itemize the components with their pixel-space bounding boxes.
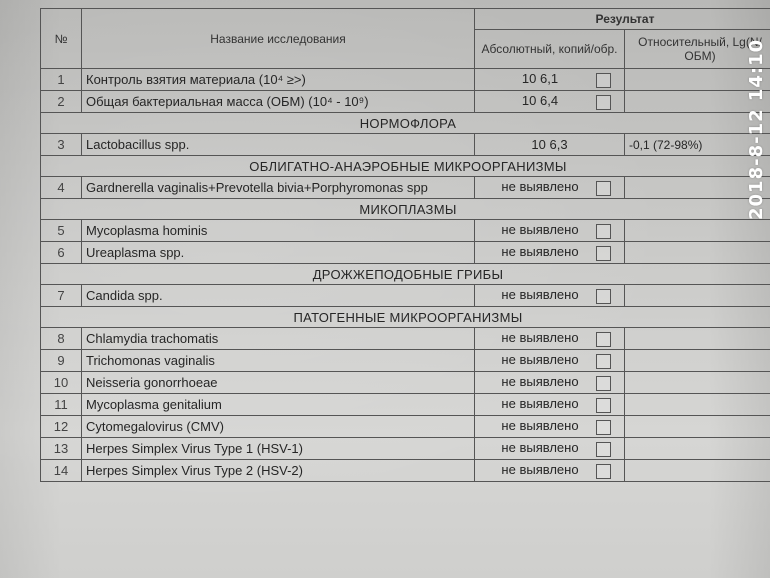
checkbox-square-icon	[596, 354, 611, 369]
row-number: 11	[41, 394, 82, 416]
row-number: 10	[41, 372, 82, 394]
test-name: Candida spp.	[82, 285, 475, 307]
lab-results-table	[40, 8, 770, 482]
column-header-number: №	[41, 9, 82, 69]
checkbox-square-icon	[596, 332, 611, 347]
relative-result-value	[625, 350, 770, 372]
row-number: 3	[41, 134, 82, 156]
absolute-result-value: не выявлено	[501, 244, 579, 260]
checkbox-square-icon	[596, 246, 611, 261]
test-name: Lactobacillus spp.	[82, 134, 475, 156]
checkbox-square-icon	[596, 289, 611, 304]
column-header-result: Результат	[475, 9, 770, 30]
relative-result-value	[625, 372, 770, 394]
section-header	[41, 307, 770, 328]
table-row	[41, 285, 770, 307]
table-row	[41, 328, 770, 350]
table-row	[41, 460, 770, 482]
table-row	[41, 91, 770, 113]
row-number: 2	[41, 91, 82, 113]
absolute-result-value: не выявлено	[501, 462, 579, 478]
checkbox-square-icon	[596, 464, 611, 479]
row-number: 8	[41, 328, 82, 350]
absolute-result-cell	[475, 220, 625, 242]
column-header-relative: Относительный, Lg(N/ОБМ)	[625, 30, 770, 69]
absolute-result-cell	[475, 242, 625, 264]
absolute-result-cell	[475, 69, 625, 91]
test-name: Mycoplasma hominis	[82, 220, 475, 242]
section-title: НОРМОФЛОРА	[41, 113, 770, 134]
row-number: 5	[41, 220, 82, 242]
test-name: Neisseria gonorrhoeae	[82, 372, 475, 394]
section-header	[41, 113, 770, 134]
absolute-result-cell	[475, 394, 625, 416]
test-name: Общая бактериальная масса (ОБМ) (10⁴ - 10⁹)	[82, 91, 475, 113]
row-number: 9	[41, 350, 82, 372]
absolute-result-value: 10 6,3	[531, 137, 568, 152]
absolute-result-value: не выявлено	[501, 352, 579, 368]
section-header	[41, 156, 770, 177]
row-number: 6	[41, 242, 82, 264]
section-title: МИКОПЛАЗМЫ	[41, 199, 770, 220]
absolute-result-cell	[475, 134, 625, 156]
absolute-result-cell	[475, 350, 625, 372]
column-header-name: Название исследования	[82, 9, 475, 69]
section-title: ПАТОГЕННЫЕ МИКРООРГАНИЗМЫ	[41, 307, 770, 328]
checkbox-square-icon	[596, 442, 611, 457]
relative-result-value	[625, 285, 770, 307]
row-number: 7	[41, 285, 82, 307]
table-row	[41, 394, 770, 416]
table-row	[41, 220, 770, 242]
test-name: Контроль взятия материала (10⁴ ≥>)	[82, 69, 475, 91]
section-title: ДРОЖЖЕПОДОБНЫЕ ГРИБЫ	[41, 264, 770, 285]
absolute-result-cell	[475, 91, 625, 113]
table-row	[41, 69, 770, 91]
test-name: Mycoplasma genitalium	[82, 394, 475, 416]
absolute-result-cell	[475, 177, 625, 199]
absolute-result-value: не выявлено	[501, 396, 579, 412]
checkbox-square-icon	[596, 95, 611, 110]
photo-timestamp: 2018-8-12 14:10	[746, 38, 767, 220]
absolute-result-cell	[475, 438, 625, 460]
relative-result-value	[625, 416, 770, 438]
checkbox-square-icon	[596, 420, 611, 435]
relative-result-value	[625, 328, 770, 350]
table-row	[41, 177, 770, 199]
checkbox-square-icon	[596, 224, 611, 239]
absolute-result-cell	[475, 328, 625, 350]
section-header	[41, 199, 770, 220]
section-title: ОБЛИГАТНО-АНАЭРОБНЫЕ МИКРООРГАНИЗМЫ	[41, 156, 770, 177]
test-name: Herpes Simplex Virus Type 2 (HSV-2)	[82, 460, 475, 482]
absolute-result-value: не выявлено	[501, 179, 579, 195]
absolute-result-value: не выявлено	[501, 374, 579, 390]
table-row	[41, 242, 770, 264]
row-number: 13	[41, 438, 82, 460]
test-name: Cytomegalovirus (CMV)	[82, 416, 475, 438]
test-name: Ureaplasma spp.	[82, 242, 475, 264]
absolute-result-value: не выявлено	[501, 222, 579, 238]
absolute-result-cell	[475, 372, 625, 394]
absolute-result-value: не выявлено	[501, 287, 579, 303]
test-name: Herpes Simplex Virus Type 1 (HSV-1)	[82, 438, 475, 460]
test-name: Chlamydia trachomatis	[82, 328, 475, 350]
relative-result-value: -0,1 (72-98%)	[625, 134, 770, 156]
row-number: 12	[41, 416, 82, 438]
relative-result-value	[625, 394, 770, 416]
absolute-result-cell	[475, 416, 625, 438]
relative-result-value	[625, 242, 770, 264]
relative-result-value	[625, 220, 770, 242]
row-number: 4	[41, 177, 82, 199]
table-row	[41, 438, 770, 460]
absolute-result-value: не выявлено	[501, 330, 579, 346]
table-row	[41, 134, 770, 156]
checkbox-square-icon	[596, 376, 611, 391]
checkbox-square-icon	[596, 398, 611, 413]
checkbox-square-icon	[596, 73, 611, 88]
column-header-absolute: Абсолютный, копий/обр.	[475, 30, 625, 69]
relative-result-value	[625, 438, 770, 460]
table-row	[41, 350, 770, 372]
absolute-result-value: не выявлено	[501, 440, 579, 456]
row-number: 1	[41, 69, 82, 91]
row-number: 14	[41, 460, 82, 482]
results-body	[41, 69, 770, 482]
section-header	[41, 264, 770, 285]
checkbox-square-icon	[596, 181, 611, 196]
test-name: Gardnerella vaginalis+Prevotella bivia+Porphyromonas spp	[82, 177, 475, 199]
absolute-result-value: 10 6,4	[521, 93, 559, 109]
absolute-result-value: не выявлено	[501, 418, 579, 434]
test-name: Trichomonas vaginalis	[82, 350, 475, 372]
relative-result-value	[625, 460, 770, 482]
absolute-result-cell	[475, 285, 625, 307]
table-row	[41, 416, 770, 438]
absolute-result-value: 10 6,1	[521, 71, 559, 87]
absolute-result-cell	[475, 460, 625, 482]
table-row	[41, 372, 770, 394]
